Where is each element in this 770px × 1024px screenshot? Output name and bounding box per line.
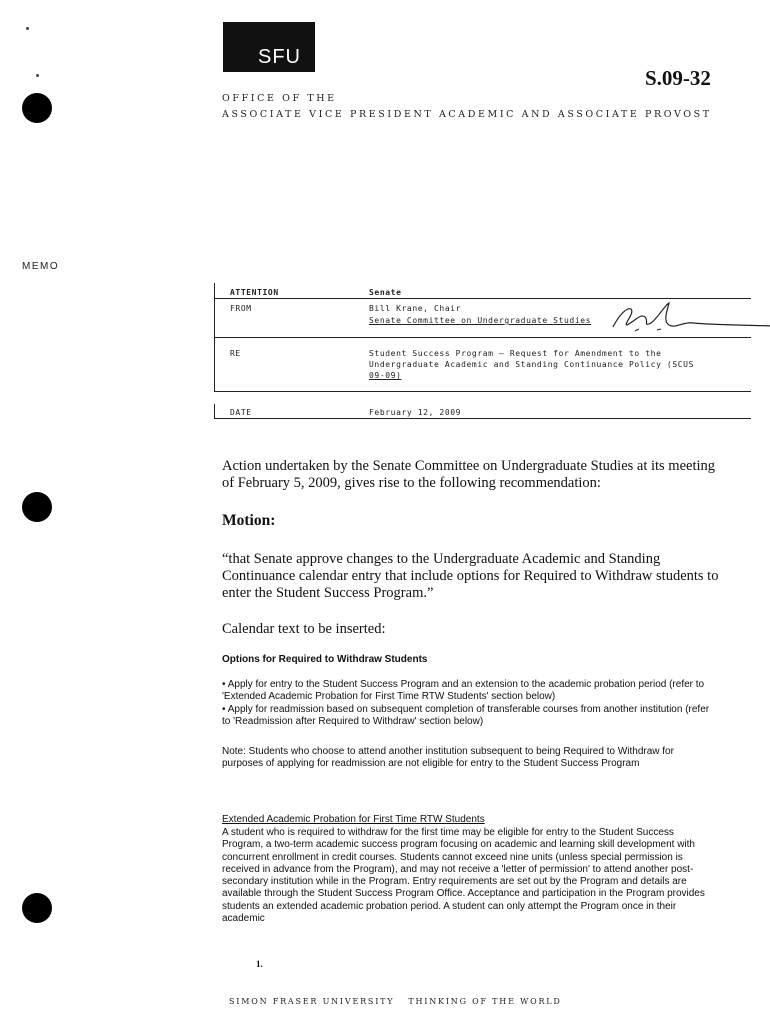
re-value-3: 09-09) (369, 371, 402, 380)
scan-speck (36, 74, 39, 77)
office-line-1: OFFICE OF THE (222, 93, 337, 104)
intro-paragraph: Action undertaken by the Senate Committee on Undergraduate Studies at its meeting of February 5, 2009, gives rise to the following recommendation: (222, 458, 716, 491)
memo-table (214, 283, 751, 419)
note-paragraph: Note: Students who choose to attend another institution subsequent to being Required to Withdraw for purposes of applying for readmission are not eligible for entry to the Student Success Program (222, 746, 674, 770)
motion-heading: Motion: (222, 512, 276, 529)
punch-hole (22, 492, 52, 522)
punch-hole (22, 93, 52, 123)
from-value-2: Senate Committee on Undergraduate Studies (369, 316, 592, 325)
option-bullet-2: • Apply for readmission based on subsequent completion of transferable courses from another institution (refer to 'Readmission after Required to Withdraw' section below) (222, 703, 710, 727)
footer-university: SIMON FRASER UNIVERSITY (229, 997, 395, 1006)
extended-probation-heading: Extended Academic Probation for First Time RTW Students (222, 814, 485, 825)
footer (229, 997, 562, 1006)
date-label: DATE (230, 408, 252, 417)
calendar-intro: Calendar text to be inserted: (222, 621, 386, 637)
re-value-2: Undergraduate Academic and Standing Continuance Policy (SCUS (369, 360, 694, 369)
attention-value: Senate (369, 288, 402, 297)
signature-image (605, 295, 770, 335)
motion-text: “that Senate approve changes to the Undergraduate Academic and Standing Continuance calendar entry that include options for Required to Withdraw students to enter the Student Success Program.” (222, 551, 719, 601)
memo-row-re (214, 338, 751, 392)
options-heading: Options for Required to Withdraw Students (222, 654, 428, 665)
footer-tagline: THINKING OF THE WORLD (408, 997, 562, 1006)
office-line-2: ASSOCIATE VICE PRESIDENT ACADEMIC AND ASSOCIATE PROVOST (222, 109, 712, 120)
re-value-1: Student Success Program – Request for Amendment to the (369, 349, 662, 358)
document-number: S.09-32 (645, 66, 711, 90)
from-label: FROM (230, 304, 252, 313)
re-label: RE (230, 349, 241, 358)
memo-gap (214, 392, 751, 404)
memo-row-from (214, 299, 751, 338)
memo-row-date (214, 404, 751, 419)
page-number: 1. (256, 959, 263, 969)
attention-label: ATTENTION (230, 288, 279, 297)
memo-label: MEMO (22, 261, 60, 272)
from-value-1: Bill Krane, Chair (369, 304, 462, 313)
option-bullet-1: • Apply for entry to the Student Success Program and an extension to the academic probation period (refer to 'Extended Academic Probation for First Time RTW Students' section below) (222, 679, 705, 703)
options-list (222, 679, 712, 728)
extended-probation-text: A student who is required to withdraw for the first time may be eligible for entry to the Student Success Program, a two-term academic success program focusing on academic and learning skill development with concurrent enrollment in credit courses. Students cannot exceed nine units (unless special permission is received in advance from the Program), and may not receive a 'letter of permission' to attend another post-secondary institution while in the Program. Entry requirements are set out by the Program and details are available through the Student Success Program Office. Acceptance and participation in the Program provides students an extended academic probation period. A student can only attempt the Program once in their academic (222, 827, 705, 925)
punch-hole (22, 893, 52, 923)
date-value: February 12, 2009 (369, 408, 462, 417)
scan-speck (26, 27, 29, 30)
sfu-logo-text: SFU (258, 46, 301, 68)
